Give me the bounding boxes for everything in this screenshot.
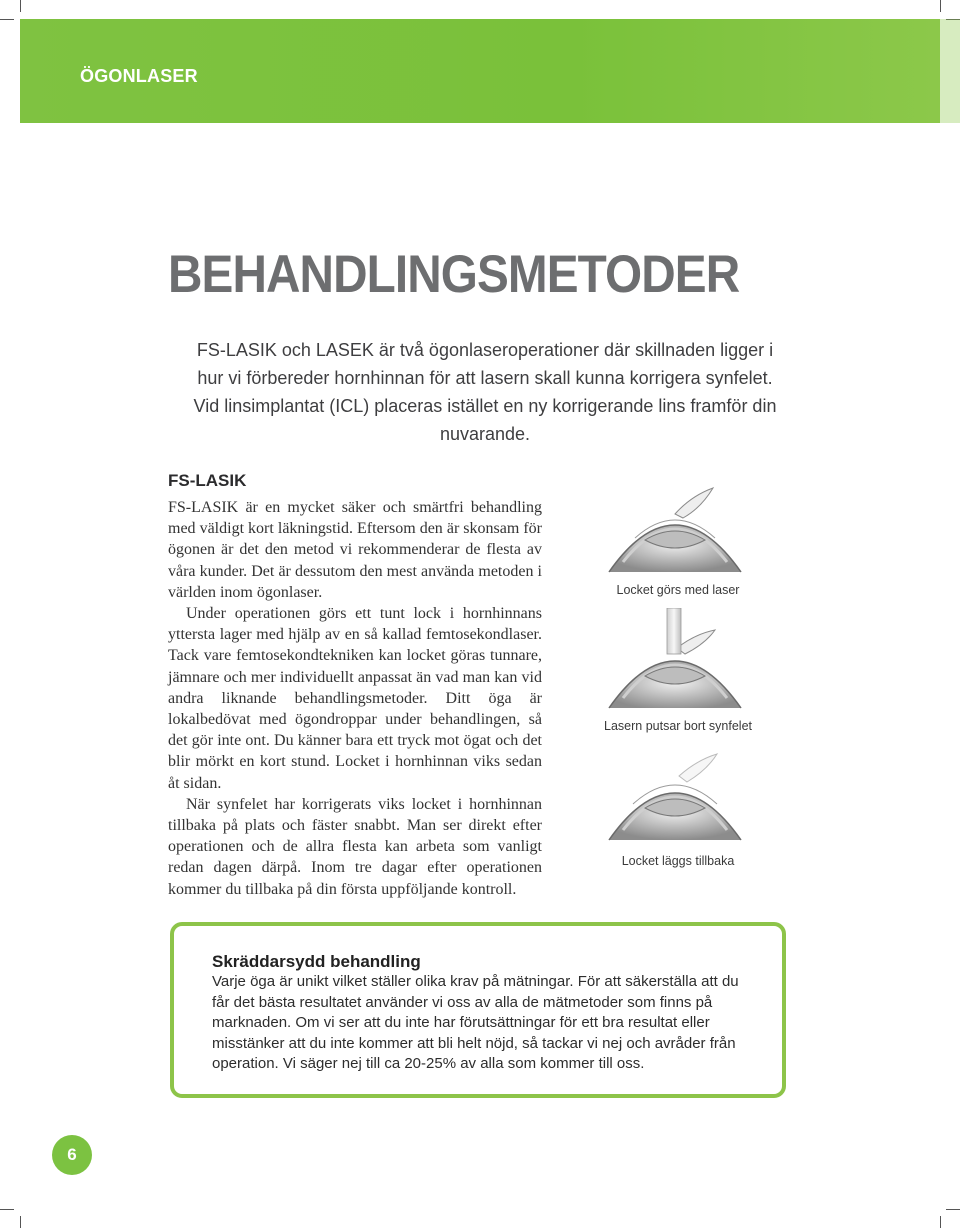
eye-illustration-flap-replaced	[605, 750, 745, 848]
section-label: ÖGONLASER	[80, 66, 198, 86]
crop-mark	[940, 0, 941, 12]
crop-mark	[20, 1216, 21, 1228]
page-title: BEHANDLINGSMETODER	[168, 245, 740, 304]
crop-mark	[940, 1216, 941, 1228]
fs-lasik-body	[168, 497, 542, 900]
page-number-badge: 6	[52, 1135, 92, 1175]
crop-mark	[946, 1209, 960, 1210]
eye-illustration-flap-created	[605, 482, 745, 580]
crop-mark	[0, 19, 14, 20]
figure-caption: Lasern putsar bort synfelet	[604, 719, 752, 733]
fs-lasik-paragraph: Under operationen görs ett tunt lock i hornhinnans yttersta lager med hjälp av en så kallad femtosekondlaser. Tack vare femtosekondtekniken kan locket göras tunnare, jämnare och mer individuellt anpassat än vad man kan vid andra liknande behandlingsmetoder. Ditt öga är lokalbedövat med ögondroppar under behandlingen, så det gör inte ont. Du känner bara ett tryck mot ögat och det blir mörkt en kort stund. Locket i hornhinnan viks sedan åt sidan.	[168, 605, 542, 792]
header-edge	[940, 19, 960, 123]
info-box-text: Varje öga är unikt vilket ställer olika krav på mätningar. För att säkerställa att du får det bästa resultatet använder vi oss av alla de mätmetoder som finns på marknaden. Om vi ser att du inte har förutsättningar för ett bra resultat eller misstänker att du inte kommer att bli helt nöjd, så tackar vi nej och avråder från operation. Vi säger nej till ca 20-25% av alla som kommer till oss.	[212, 973, 739, 1072]
fs-lasik-heading: FS-LASIK	[168, 471, 247, 490]
figure-caption: Locket läggs tillbaka	[621, 854, 735, 868]
crop-mark	[20, 0, 21, 12]
fs-lasik-paragraph: FS-LASIK är en mycket säker och smärtfri behandling med väldigt kort läkningstid. Eftersom den är skonsam för ögonen är det den metod vi rekommenderar de flesta av våra kunder. Det är dessutom den mest använda metoden i världen inom ögonlaser.	[168, 499, 542, 601]
eye-illustration-laser	[605, 608, 745, 716]
intro-text: FS-LASIK och LASEK är två ögonlaseroperationer där skillnaden ligger i hur vi förbereder hornhinnan för att lasern skall kunna korrigera synfelet. Vid linsimplantat (ICL) placeras istället en ny korrigerande lins framför din nuvarande.	[193, 340, 777, 444]
fs-lasik-paragraph: När synfelet har korrigerats viks locket i hornhinnan tillbaka på plats och fäster snabbt. Man ser direkt efter operationen och de allra flesta kan arbeta som vanligt redan dagen därpå. Inom tre dagar efter operationen kommer du tillbaka på din första uppföljande kontroll.	[168, 795, 542, 898]
info-box-heading: Skräddarsydd behandling	[212, 952, 421, 971]
figure-caption: Locket görs med laser	[616, 583, 740, 597]
crop-mark	[0, 1209, 14, 1210]
